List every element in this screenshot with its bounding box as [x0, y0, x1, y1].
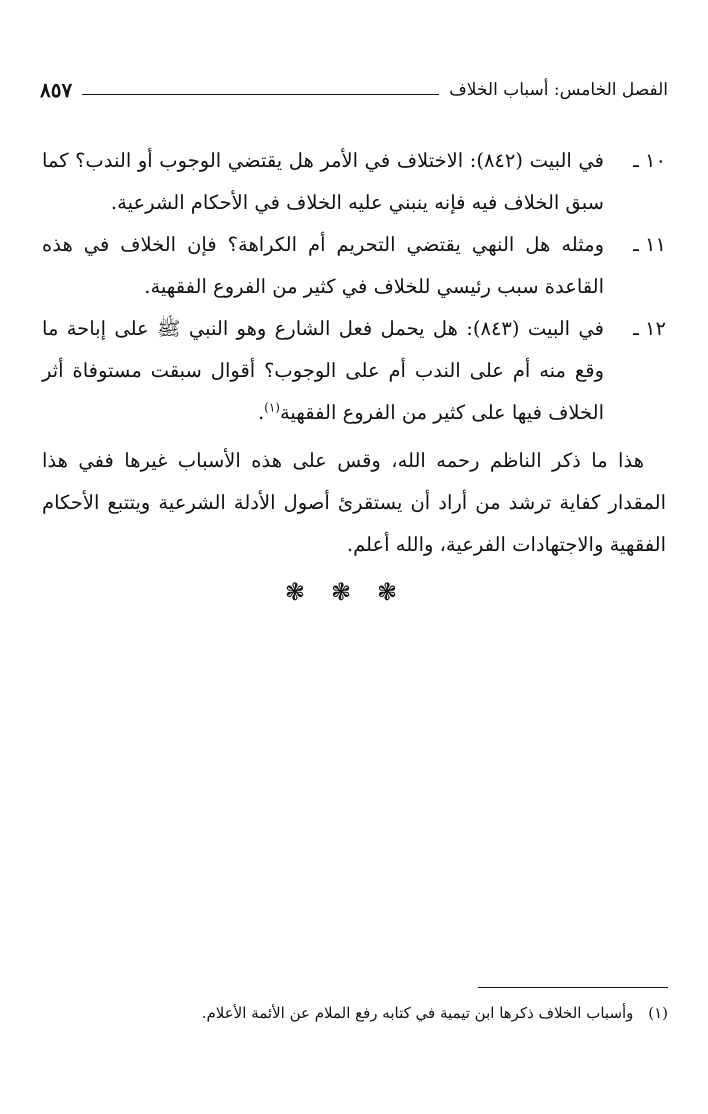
page-number: ٨٥٧	[40, 78, 73, 102]
footnote-rule	[478, 987, 668, 988]
header-rule	[82, 94, 439, 95]
item-text-body: في البيت (٨٤٣): هل يحمل فعل الشارع وهو النبي ﷺ على إباحة ما وقع منه أم على الندب أم على الوجوب؟ أقوال سبقت مستوفاة أثر الخلاف فيها على كثير من الفروع الفقهية	[42, 317, 604, 424]
item-text: في البيت (٨٤٣): هل يحمل فعل الشارع وهو النبي ﷺ على إباحة ما وقع منه أم على الندب أم على الوجوب؟ أقوال سبقت مستوفاة أثر الخلاف فيها على كثير من الفروع الفقهية$^{(١)}$.	[42, 317, 604, 424]
list-item	[42, 224, 666, 308]
item-number: ١٢ ـ	[633, 317, 666, 340]
closing-paragraph: هذا ما ذكر الناظم رحمه الله، وقس على هذه الأسباب غيرها ففي هذا المقدار كفاية ترشد من أراد أن يستقرئ أصول الأدلة الشرعية ويتتبع الأحكام الفقهية والاجتهادات الفرعية، والله أعلم.	[42, 449, 666, 556]
item-text-body: ومثله هل النهي يقتضي التحريم أم الكراهة؟ فإن الخلاف في هذه القاعدة سبب رئيسي للخلاف في كثير من الفروع الفقهية.	[42, 233, 604, 298]
list-item	[42, 308, 666, 434]
item-text-body: في البيت (٨٤٢): الاختلاف في الأمر هل يقتضي الوجوب أو الندب؟ كما سبق الخلاف فيه فإنه ينبني عليه الخلاف في الأحكام الشرعية.	[42, 149, 605, 214]
item-text	[42, 224, 604, 308]
footnote-text: وأسباب الخلاف ذكرها ابن تيمية في كتابه رفع الملام عن الأئمة الأعلام.	[201, 1004, 634, 1022]
page-header	[40, 70, 668, 104]
footnote-reference[interactable]: (١)	[264, 400, 280, 415]
item-number: ١١ ـ	[633, 233, 666, 256]
footnote	[40, 1000, 668, 1026]
running-title: الفصل الخامس: أسباب الخلاف	[449, 80, 668, 100]
item-number: ١٠ ـ	[633, 149, 666, 172]
main-content	[42, 140, 666, 586]
item-text	[42, 140, 604, 224]
footnote-number: (١)	[648, 1004, 668, 1022]
list-item	[42, 140, 666, 224]
section-separator-ornament: ❃❃❃	[284, 578, 424, 606]
